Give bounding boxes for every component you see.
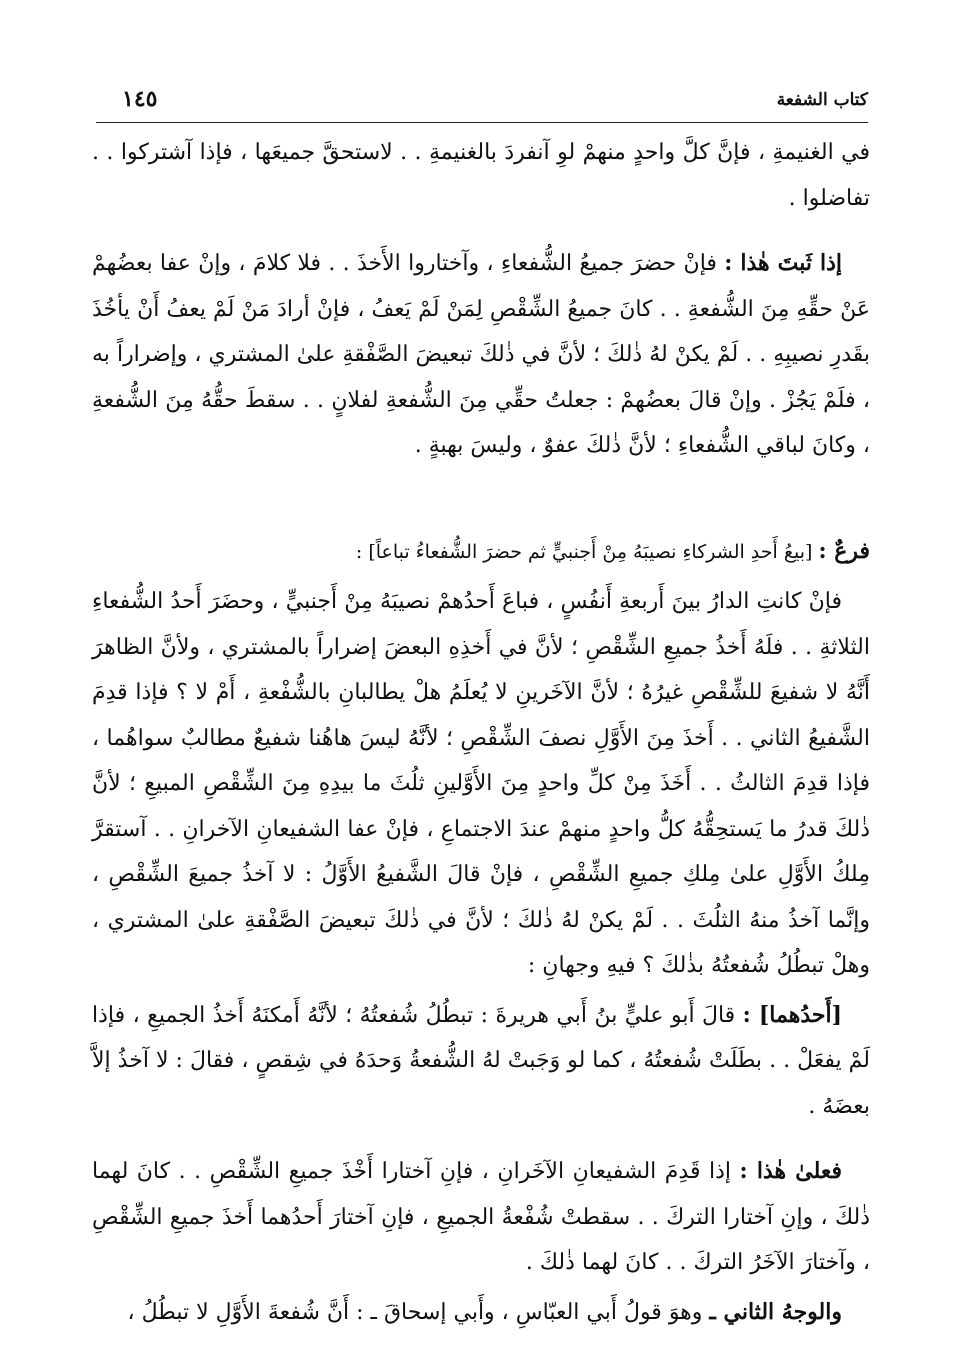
section-lead: فرعٌ : [818, 537, 870, 564]
page-number: ١٤٥ [122, 86, 158, 112]
paragraph-four-partners [92, 579, 870, 989]
paragraph-text: فإنْ كانتِ الدارُ بينَ أَربعةِ أَنفُسٍ ، فباعَ أَحدُهمْ نصيبَهُ مِنْ أَجنبيٍّ ، وحضَرَ أَحدُ الشُّفعاءِ الثلاثةِ . . فلَهُ أَخذُ جميعِ الشِّقْصِ ؛ لأنَّ في أَخذِهِ البعضَ إضراراً بالمشتري ، ولأنَّ الظاهرَ أَنَّهُ لا شفيعَ للشِّقْصِ غيرُهُ ؛ لأنَّ الآخَرينِ لا يُعلَمُ هلْ يطالبانِ بالشُّفْعةِ ، أَمْ لا ؟ فإذا قدِمَ الشَّفيعُ الثاني . . أَخذَ مِنَ الأَوَّلِ نصفَ الشِّقْصِ ؛ لأنَّهُ ليسَ هاهُنا شفيعٌ مطالبٌ سواهُما ، فإذا قدِمَ الثالثُ . . أَخَذَ مِنْ كلِّ واحدٍ مِنَ الأَوَّلينِ ثلُثَ ما بيدِهِ مِنَ الشِّقْصِ المبيعِ ؛ لأنَّ ذٰلكَ قدرُ ما يَستحِقُّهُ كلُّ واحدٍ منهمْ عندَ الاجتماعِ ، فإنْ عفا الشفيعانِ الآخرانِ . . آستقرَّ مِلكُ الأَوَّلِ علىٰ مِلكِ جميعِ الشِّقْصِ ، فإنْ قالَ الشَّفيعُ الأَوَّلُ : لا آخذُ جميعَ الشِّقْصِ ، وإنَّما آخذُ منهُ الثلُثَ . . لَمْ يكنْ لهُ ذٰلكَ ؛ لأنَّ في ذٰلكَ تبعيضَ الصَّفْقةِ علىٰ المشتري ، وهلْ تبطُلُ شُفعتُهُ بذٰلكَ ؟ فيهِ وجهانِ : [92, 589, 870, 978]
paragraph-text: قالَ أَبو عليٍّ بنُ أَبي هريرةَ : تبطُلُ شُفعتُهُ ؛ لأنَّهُ أَمكنَهُ أَخذُ الجميعِ ، فإذا لَمْ يفعَلْ . . بطَلَتْ شُفعتُهُ ، كما لو وَجَبتْ لهُ الشُّفعةُ وَحدَهُ في شِقصٍ ، فقالَ : لا آخذُ إلاَّ بعضَهُ . [92, 1002, 870, 1119]
paragraph-lead: [أَحدُهما] : [742, 1001, 842, 1028]
paragraph-text: فإنْ حضرَ جميعُ الشُّفعاءِ ، وآختاروا الأَخذَ . . فلا كلامَ ، وإنْ عفا بعضُهمْ عَنْ حقِّهِ مِنَ الشُّفعةِ . . كانَ جميعُ الشِّقْصِ لِمَنْ لَمْ يَعفُ ، فإنْ أرادَ مَنْ لَمْ يعفُ أَنْ يأخُذَ بقَدرِ نصيبِهِ . . لَمْ يكنْ لهُ ذٰلكَ ؛ لأنَّ في ذٰلكَ تبعيضَ الصَّفْقةِ علىٰ المشتري ، وإضراراً به ، فلَمْ يَجُزْ . وإنْ قالَ بعضُهمْ : جعلتُ حقِّي مِنَ الشُّفعةِ لفلانٍ . . سقطَ حقُّهُ مِنَ الشُّفعةِ ، وكانَ لباقي الشُّفعاءِ ؛ لأنَّ ذٰلكَ عفوٌ ، وليسَ بهبةٍ . [92, 251, 870, 458]
paragraph-text: وهوَ قولُ أَبي العبّاسِ ، وأَبي إسحاقَ ـ : أَنَّ شُفعةَ الأَوَّلِ لا تبطُلُ ، [127, 1299, 710, 1325]
paragraph-text: إذا قَدِمَ الشفيعانِ الآخَرانِ ، فإنِ آختارا أَخْذَ جميعِ الشِّقْصِ . . كانَ لهما ذٰلكَ ، وإنِ آختارا التركَ . . سقطتْ شُفْعةُ الجميعِ ، فإنِ آختارَ أَحدُهما أَخذَ جميعِ الشِّقْصِ ، وآختارَ الآخَرُ التركَ . . كانَ لهما ذٰلكَ . [92, 1159, 870, 1275]
page-body [92, 130, 870, 1335]
running-title: كتاب الشفعة [776, 90, 868, 110]
paragraph-second-view [92, 1290, 870, 1336]
paragraph-if-established [92, 241, 870, 469]
paragraph-lead: إذا ثَبتَ هٰذا : [724, 250, 842, 276]
paragraph-lead: فعلىٰ هٰذا : [739, 1158, 843, 1184]
paragraph-on-this [92, 1149, 870, 1286]
section-title: [بيعُ أَحدِ الشركاءِ نصيبَهُ مِنْ أَجنبيٍّ ثم حضرَ الشُّفعاءُ تباعاً] : [355, 540, 819, 563]
paragraph-first-view [92, 993, 870, 1130]
paragraph-lead: والوجهُ الثاني ـ [709, 1298, 842, 1325]
paragraph-text: في الغنيمةِ ، فإنَّ كلَّ واحدٍ منهمْ لوِ آنفردَ بالغنيمةِ . . لاستحقَّ جميعَها ، فإذا آشتركوا . . تفاضلوا . [92, 140, 870, 211]
paragraph-continuation [92, 130, 870, 221]
page-header [96, 86, 868, 123]
section-heading-far [92, 529, 870, 576]
